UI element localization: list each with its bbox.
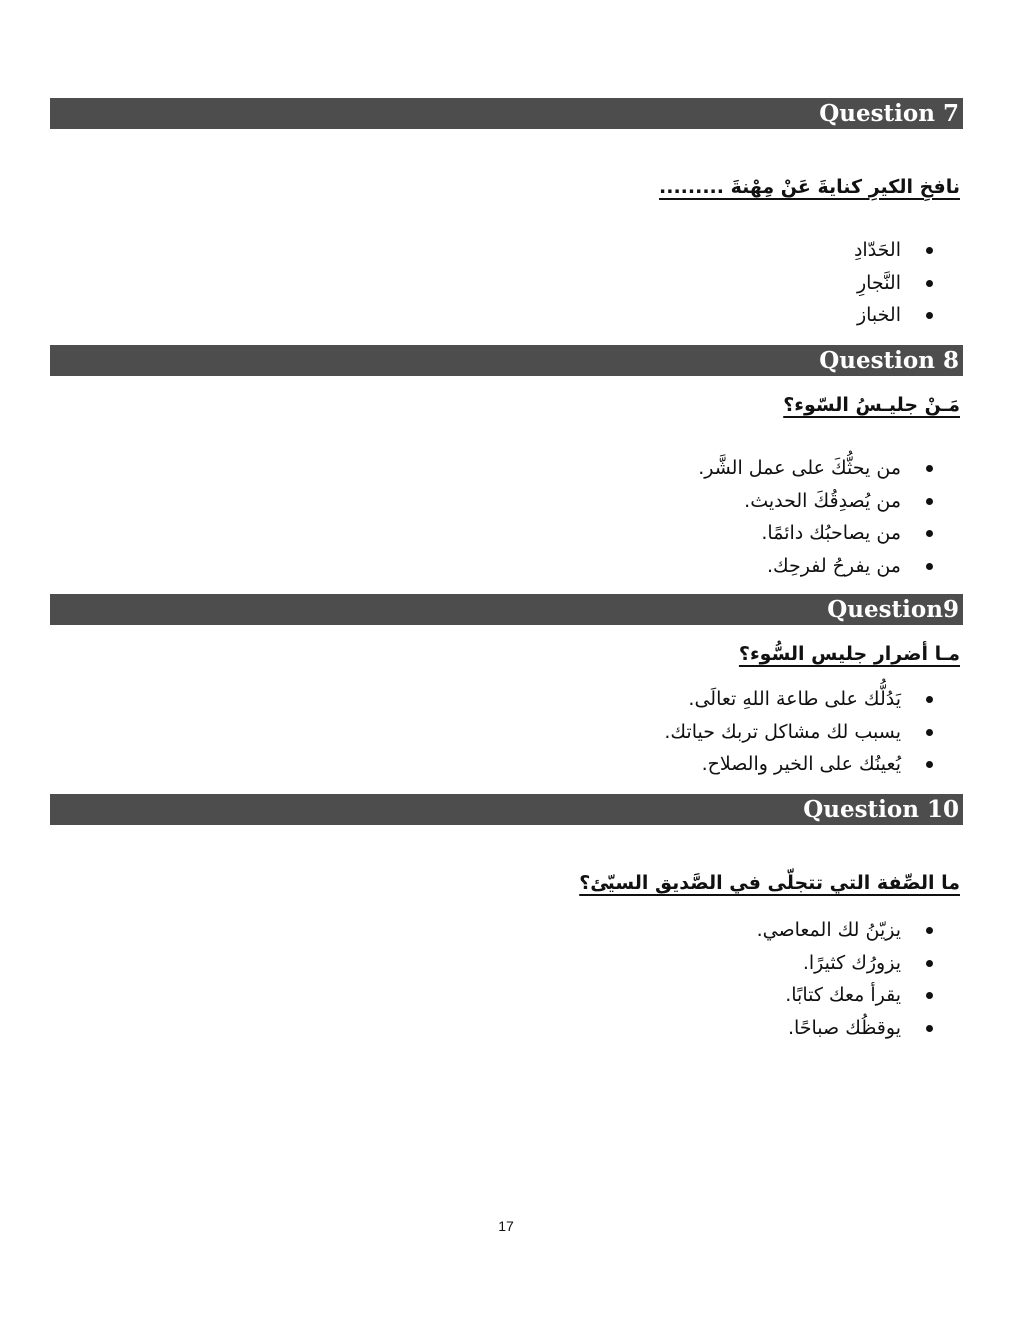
option-item[interactable] xyxy=(664,683,933,716)
option-item[interactable] xyxy=(757,979,933,1012)
bullet-icon xyxy=(926,280,933,287)
page-number: 17 xyxy=(498,1218,514,1234)
bullet-icon xyxy=(926,312,933,319)
question-10-options xyxy=(757,914,933,1044)
option-item[interactable] xyxy=(757,914,933,947)
question-7-text: نافخِ الكيرِ كنايةَ عَنْ مِهْنةَ ......... xyxy=(659,176,960,198)
option-text: من يصاحبُك دائمًا. xyxy=(761,522,901,544)
bullet-icon xyxy=(926,696,933,703)
bullet-icon xyxy=(926,498,933,505)
option-text: يزيّنُ لك المعاصي. xyxy=(756,919,901,941)
bullet-icon xyxy=(926,465,933,472)
question-8-header: Question 8 xyxy=(50,345,963,376)
option-text: يوقظُك صباحًا. xyxy=(787,1016,901,1039)
option-item[interactable] xyxy=(757,1012,933,1045)
option-text: يَدُلُّك على طاعة اللهِ تعالَى. xyxy=(688,688,901,710)
question-10-header: Question 10 xyxy=(50,794,963,825)
bullet-icon xyxy=(926,247,933,254)
option-text: الخباز xyxy=(856,304,901,326)
option-item[interactable] xyxy=(698,485,933,518)
bullet-icon xyxy=(926,960,933,967)
bullet-icon xyxy=(926,1025,933,1032)
option-item[interactable] xyxy=(698,550,933,583)
option-item[interactable] xyxy=(854,234,933,267)
question-9-header: Question9 xyxy=(50,594,963,625)
bullet-icon xyxy=(926,563,933,570)
option-item[interactable] xyxy=(854,299,933,332)
question-8-text: مَـنْ جليـسُ السّوء؟ xyxy=(783,394,960,416)
option-text: يقرأ معك كتابًا. xyxy=(785,984,901,1006)
option-item[interactable] xyxy=(664,716,933,749)
option-text: من يحثُّكَ على عمل الشَّر. xyxy=(698,457,901,479)
bullet-icon xyxy=(926,729,933,736)
option-item[interactable] xyxy=(698,517,933,550)
option-text: يزورُك كثيرًا. xyxy=(802,951,901,974)
question-9-options xyxy=(664,683,933,781)
option-item[interactable] xyxy=(664,748,933,781)
question-8-options xyxy=(698,452,933,582)
question-7-header: Question 7 xyxy=(50,98,963,129)
option-text: الحَدّادِ xyxy=(853,239,901,261)
question-7-options xyxy=(854,234,933,332)
question-9-text: مـا أضرار جليس السُّوء؟ xyxy=(738,643,960,665)
option-text: يسبب لك مشاكل تربك حياتك. xyxy=(664,720,901,743)
option-text: النَّجارِ xyxy=(856,271,901,294)
bullet-icon xyxy=(926,992,933,999)
question-10-text: ما الصِّفة التي تتجلّى في الصَّديق السيّئ؟ xyxy=(579,872,960,894)
option-item[interactable] xyxy=(854,267,933,300)
bullet-icon xyxy=(926,530,933,537)
option-item[interactable] xyxy=(757,947,933,980)
bullet-icon xyxy=(926,927,933,934)
bullet-icon xyxy=(926,761,933,768)
option-text: يُعينُك على الخير والصلاح. xyxy=(701,753,901,775)
option-text: من يُصدِقُكَ الحديث. xyxy=(744,489,901,512)
option-text: من يفرحُ لفرحِك. xyxy=(766,554,901,577)
option-item[interactable] xyxy=(698,452,933,485)
